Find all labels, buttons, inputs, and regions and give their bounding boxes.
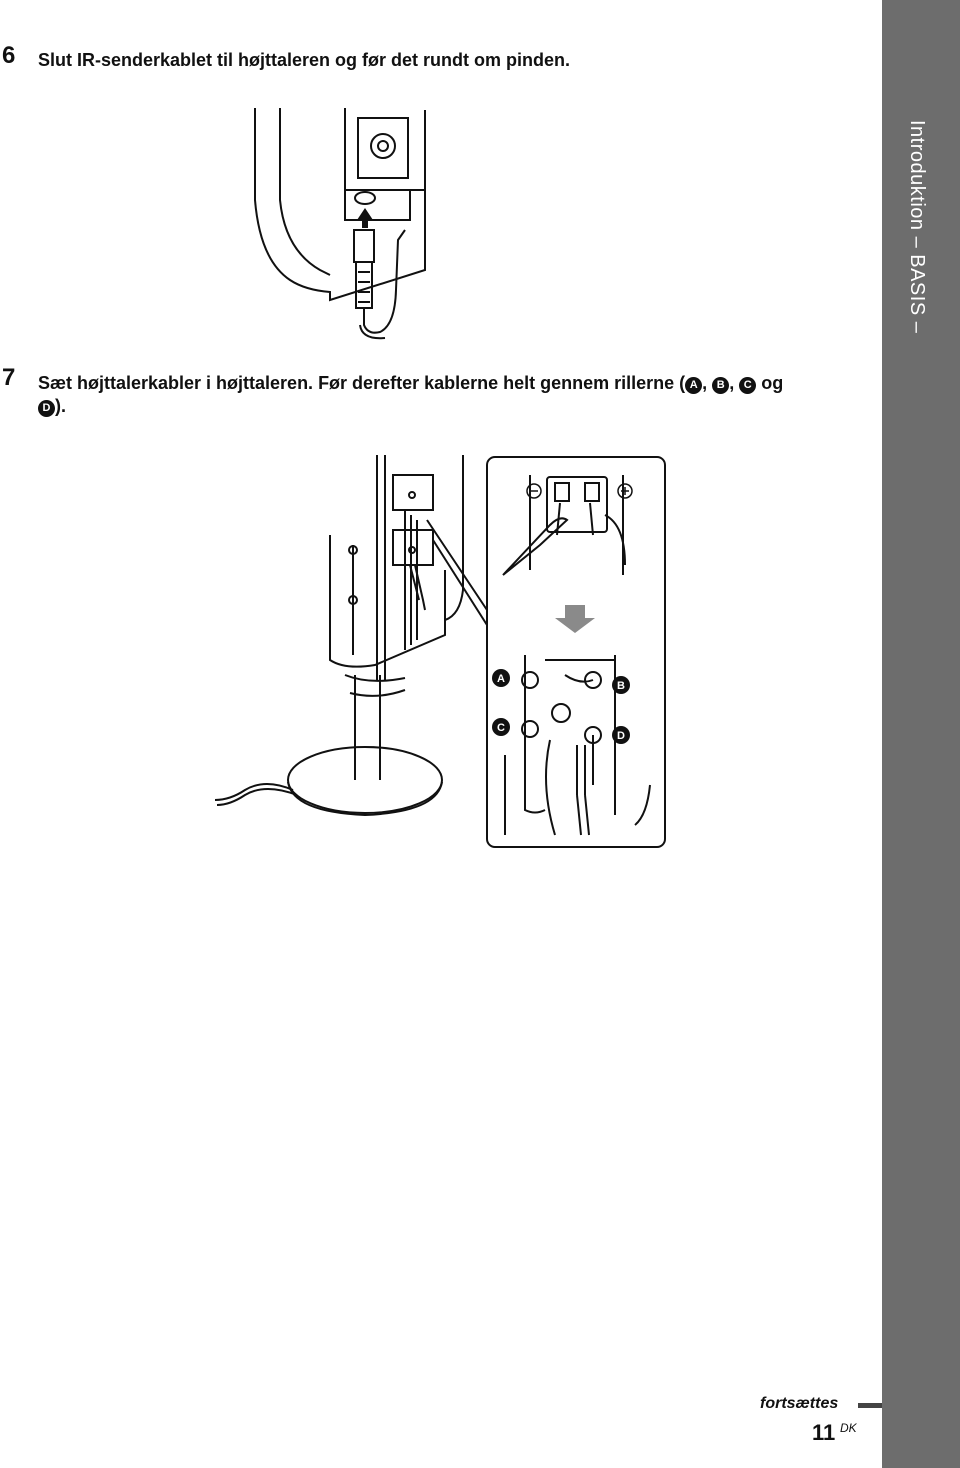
step-7-separator-1: , xyxy=(702,373,713,393)
step-7-text-end: ). xyxy=(55,396,66,416)
ir-cable-illustration xyxy=(250,100,450,350)
slot-label-d: D xyxy=(38,400,55,417)
step-7-text-part1: Sæt højttalerkabler i højttaleren. Før derefter kablerne helt gennem rillerne ( xyxy=(38,373,686,393)
figure-slot-c: C xyxy=(497,722,505,734)
section-title: Introduktion – BASIS – xyxy=(906,120,928,334)
step-6-number: 6 xyxy=(2,42,16,69)
continue-bar xyxy=(858,1403,882,1408)
figure-slot-b: B xyxy=(617,680,625,692)
page-number: 11 xyxy=(812,1420,836,1445)
page-number-suffix: DK xyxy=(840,1421,857,1435)
speaker-stand-illustration xyxy=(205,450,495,820)
figure-slot-a: A xyxy=(497,673,505,685)
slot-label-a: A xyxy=(685,377,702,394)
step-6-text: Slut IR-senderkablet til højttaleren og før det rundt om pinden. xyxy=(38,50,571,70)
step-7-separator-2: , xyxy=(729,373,740,393)
step-7-separator-3: og xyxy=(756,373,784,393)
step-7-text xyxy=(38,372,873,418)
cable-routing-detail-illustration xyxy=(485,455,670,850)
step-7-number: 7 xyxy=(2,364,16,391)
figure-slot-d: D xyxy=(617,730,625,742)
continue-label: fortsættes xyxy=(760,1395,839,1412)
slot-label-c: C xyxy=(739,377,756,394)
slot-label-b: B xyxy=(712,377,729,394)
